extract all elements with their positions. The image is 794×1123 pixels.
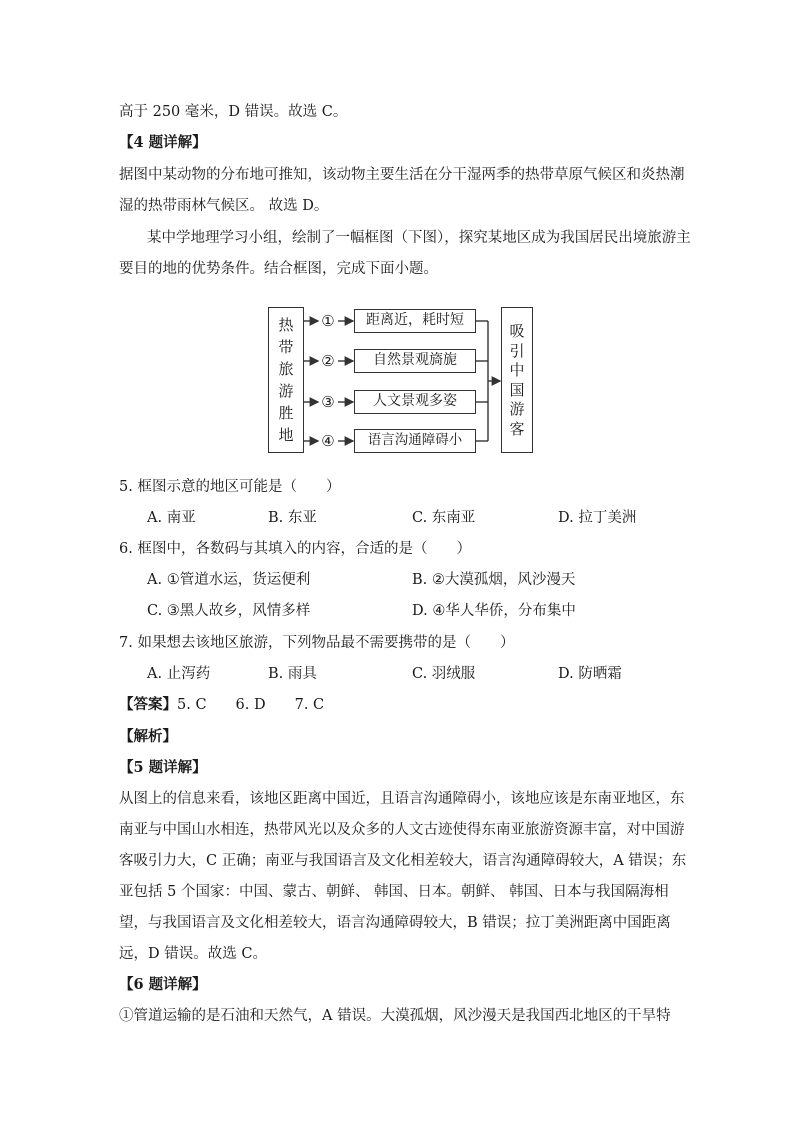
item-box-2: 自然景观旖旎 bbox=[354, 349, 476, 373]
item-box-1: 距离近，耗时短 bbox=[354, 309, 476, 333]
left-char: 胜 bbox=[278, 404, 294, 422]
text-line: 要目的地的优势条件。结合框图，完成下面小题。 bbox=[119, 261, 438, 277]
q5-option-b: B. 东亚 bbox=[268, 510, 317, 526]
answer-values: 5. C 6. D 7. C bbox=[177, 697, 325, 713]
item-box-3: 人文景观多姿 bbox=[354, 390, 476, 414]
question-7-stem: 7. 如果想去该地区旅游，下列物品最不需要携带的是（ ） bbox=[119, 635, 515, 651]
right-char: 引 bbox=[509, 341, 525, 360]
left-char: 旅 bbox=[278, 360, 294, 378]
text-line: 某中学地理学习小组，绘制了一幅框图（下图），探究某地区成为我国居民出境旅游主 bbox=[147, 230, 691, 246]
q5-option-c: C. 东南亚 bbox=[412, 510, 476, 526]
text-line: 望，与我国语言及文化相差较大，语言沟通障碍较大，B 错误；拉丁美洲距离中国距离 bbox=[119, 915, 671, 931]
question-5-stem: 5. 框图示意的地区可能是（ ） bbox=[119, 479, 341, 495]
q7-option-d: D. 防晒霜 bbox=[558, 666, 622, 682]
section-heading: 【5 题详解】 bbox=[119, 759, 207, 776]
marker-2: ② bbox=[321, 352, 335, 370]
left-box bbox=[268, 307, 304, 453]
text-line: ①管道运输的是石油和天然气，A 错误。大漠孤烟，风沙漫天是我国西北地区的干旱特 bbox=[119, 1008, 671, 1024]
marker-4: ④ bbox=[321, 432, 335, 450]
text-line: 远，D 错误。故选 C。 bbox=[119, 946, 267, 962]
section-heading: 【4 题详解】 bbox=[119, 134, 207, 151]
right-char: 游 bbox=[509, 400, 525, 419]
q7-option-b: B. 雨具 bbox=[268, 666, 317, 682]
right-box bbox=[501, 307, 533, 453]
item-box-4: 语言沟通障碍小 bbox=[354, 429, 476, 453]
q7-option-a: A. 止泻药 bbox=[147, 666, 211, 682]
answer-line bbox=[119, 695, 324, 715]
text-line: 客吸引力大，C 正确；南亚与我国语言及文化相差较大，语言沟通障碍较大，A 错误；东 bbox=[119, 853, 687, 869]
text-line: 据图中某动物的分布地可推知，该动物主要生活在分干湿两季的热带草原气候区和炎热潮 bbox=[119, 167, 685, 183]
q7-option-c: C. 羽绒服 bbox=[412, 666, 476, 682]
text-line: 南亚与中国山水相连，热带风光以及众多的人文古迹使得东南亚旅游资源丰富，对中国游 bbox=[119, 822, 685, 838]
text-line: 亚包括 5 个国家：中国、蒙古、朝鲜、 韩国、日本。朝鲜、 韩国、日本与我国隔海相 bbox=[119, 884, 669, 900]
question-6-stem: 6. 框图中，各数码与其填入的内容，合适的是（ ） bbox=[119, 541, 471, 557]
right-char: 客 bbox=[509, 419, 525, 438]
q5-option-a: A. 南亚 bbox=[147, 510, 196, 526]
text-line: 湿的热带雨林气候区。 故选 D。 bbox=[119, 198, 329, 214]
q6-option-c: C. ③黑人故乡，风情多样 bbox=[147, 603, 311, 619]
q6-option-a: A. ①管道水运，货运便利 bbox=[147, 572, 311, 588]
analysis-label: 【解析】 bbox=[119, 728, 177, 745]
right-char: 国 bbox=[509, 380, 525, 399]
text-line: 高于 250 毫米，D 错误。故选 C。 bbox=[119, 104, 348, 120]
section-heading: 【6 题详解】 bbox=[119, 976, 207, 993]
q5-option-d: D. 拉丁美洲 bbox=[558, 510, 637, 526]
marker-1: ① bbox=[321, 312, 335, 330]
left-char: 带 bbox=[278, 338, 294, 356]
left-char: 地 bbox=[278, 426, 294, 444]
q6-option-b: B. ②大漠孤烟，风沙漫天 bbox=[412, 572, 576, 588]
flow-diagram bbox=[268, 305, 533, 455]
right-char: 吸 bbox=[509, 322, 525, 340]
q6-option-d: D. ④华人华侨，分布集中 bbox=[412, 603, 576, 619]
answer-label: 【答案】 bbox=[119, 696, 177, 713]
left-char: 热 bbox=[278, 316, 294, 334]
right-char: 中 bbox=[509, 361, 525, 380]
text-line: 从图上的信息来看，该地区距离中国近，且语言沟通障碍小，该地应该是东南亚地区，东 bbox=[119, 791, 685, 807]
left-char: 游 bbox=[278, 382, 294, 400]
marker-3: ③ bbox=[321, 393, 335, 411]
